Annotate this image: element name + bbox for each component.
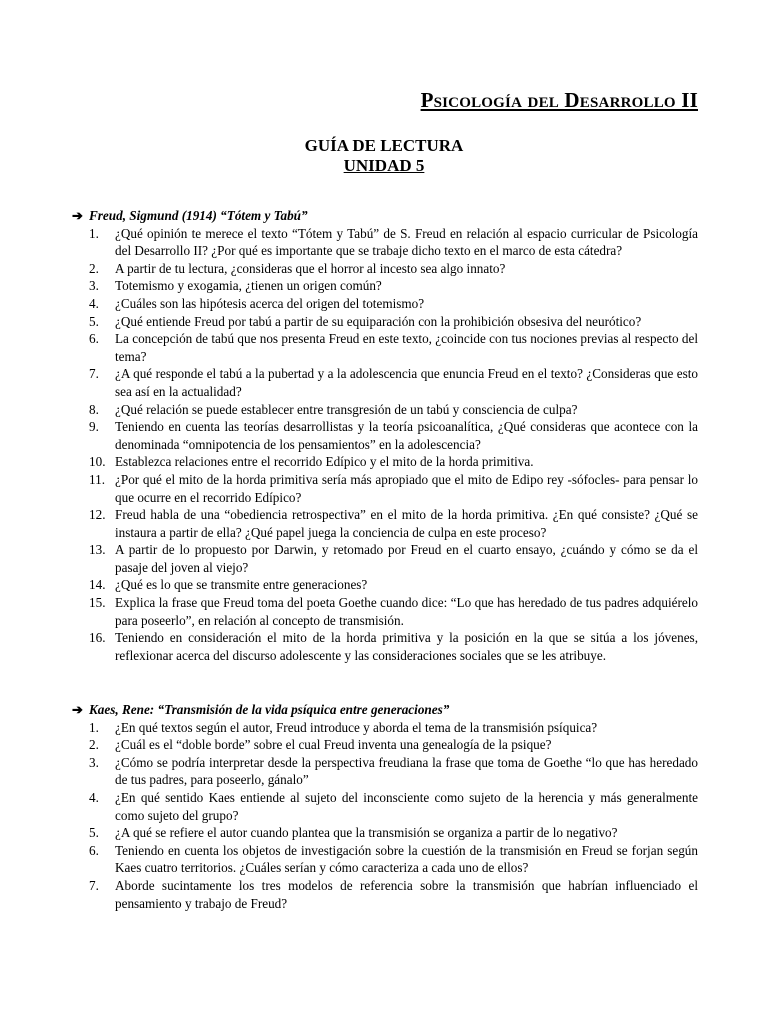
question-number-cell: [72, 260, 115, 278]
question-text: ¿Qué entiende Freud por tabú a partir de su equiparación con la prohibición obsesiva del neurótico?: [115, 313, 642, 329]
question-text: ¿Qué es lo que se transmite entre generaciones?: [115, 577, 368, 593]
question-text: Teniendo en cuenta las teorías desarrollistas y la teoría psicoanalítica, ¿Qué consideras que acontece con la denominada “omnipotencia de los pensamientos” en la adolescencia?: [115, 419, 698, 452]
question-number-cell: [72, 418, 115, 453]
question-number-cell: [72, 401, 115, 419]
section-heading: [72, 701, 698, 719]
question-item: [72, 842, 698, 877]
question-number: 3.: [89, 278, 99, 294]
question-number-cell: [72, 719, 115, 737]
question-item: [72, 789, 698, 824]
question-number-cell: [72, 541, 115, 576]
question-text: Teniendo en consideración el mito de la horda primitiva y la posición en la que se sitúa a los jóvenes, reflexionar acerca del discurso adolescente y las consideraciones sociales que se les atribuye.: [115, 630, 698, 663]
question-number-cell: [72, 576, 115, 594]
question-text: Explica la frase que Freud toma del poeta Goethe cuando dice: “Lo que has heredado de tus padres adquiérelo para poseerlo”, en relación al concepto de transmisión.: [115, 595, 698, 628]
question-text: ¿Por qué el mito de la horda primitiva sería más apropiado que el mito de Edipo rey -sófocles- para pensar lo que ocurre en el recorrido Edípico?: [115, 471, 698, 505]
question-text: Freud habla de una “obediencia retrospectiva” en el mito de la horda primitiva. ¿En qué consiste? ¿Qué se instaura a partir de ella? ¿Qué papel juega la conciencia de culpa en este proceso?: [115, 507, 698, 540]
question-text: ¿Cómo se podría interpretar desde la perspectiva freudiana la frase que toma de Goethe “lo que has heredado de tus padres, para poseerlo, gánalo”: [115, 754, 698, 788]
question-number: 5.: [89, 825, 99, 841]
question-number: 16.: [89, 630, 106, 646]
question-number: 4.: [89, 295, 99, 311]
question-number-cell: [72, 877, 115, 912]
question-text: Teniendo en cuenta los objetos de investigación sobre la cuestión de la transmisión en Freud se forjan según Kaes cuatro territorios. ¿Cuáles serían y cómo caracteriza a cada uno de ellos?: [115, 842, 698, 876]
question-number: 6.: [89, 842, 99, 858]
question-item: [72, 453, 698, 471]
question-item: [72, 629, 698, 664]
question-item: [72, 877, 698, 912]
section-kaes: [72, 701, 698, 912]
question-number: 1.: [89, 225, 99, 241]
question-text: ¿Cuáles son las hipótesis acerca del origen del totemismo?: [115, 295, 425, 311]
question-number-cell: [72, 277, 115, 295]
question-item: [72, 824, 698, 842]
question-number-cell: [72, 754, 115, 789]
question-number: 10.: [89, 454, 106, 470]
question-item: [72, 754, 698, 789]
question-number: 13.: [89, 542, 106, 558]
question-number-cell: [72, 594, 115, 629]
question-number: 1.: [89, 719, 99, 735]
question-item: [72, 594, 698, 629]
question-text: ¿En qué sentido Kaes entiende al sujeto del inconsciente como sujeto de la herencia y más generalmente como sujeto del grupo?: [115, 789, 698, 823]
question-text: ¿A qué se refiere el autor cuando plantea que la transmisión se organiza a partir de lo negativo?: [115, 825, 618, 841]
question-number: 4.: [89, 789, 99, 805]
question-text: A partir de tu lectura, ¿consideras que el horror al incesto sea algo innato?: [115, 260, 506, 276]
question-item: [72, 365, 698, 400]
question-text: ¿Qué opinión te merece el texto “Tótem y Tabú” de S. Freud en relación al espacio curricular de Psicología del Desarrollo II? ¿Por qué es importante que se trabaje dicho texto en el marco de esta cátedra?: [115, 225, 698, 259]
question-list: [72, 225, 698, 665]
question-number-cell: [72, 330, 115, 365]
question-text: A partir de lo propuesto por Darwin, y retomado por Freud en el cuarto ensayo, ¿cuándo y cómo se da el pasaje del joven al viejo?: [115, 542, 698, 575]
question-number-cell: [72, 295, 115, 313]
guide-title: GUÍA DE LECTURA: [304, 136, 464, 155]
question-number-cell: [72, 365, 115, 400]
section-freud: [72, 207, 698, 664]
question-text: ¿En qué textos según el autor, Freud introduce y aborda el tema de la transmisión psíquica?: [115, 719, 598, 735]
question-text: ¿A qué responde el tabú a la pubertad y a la adolescencia que enuncia Freud en el texto? ¿Consideras que esto sea así en la actualidad?: [115, 366, 698, 399]
question-item: [72, 330, 698, 365]
question-item: [72, 277, 698, 295]
question-number: 2.: [89, 260, 99, 276]
question-number: 14.: [89, 577, 106, 593]
question-text: ¿Qué relación se puede establecer entre transgresión de un tabú y consciencia de culpa?: [115, 401, 578, 417]
question-number: 11.: [89, 471, 105, 487]
question-number-cell: [72, 313, 115, 331]
question-number-cell: [72, 453, 115, 471]
question-number-cell: [72, 824, 115, 842]
question-number: 5.: [89, 313, 99, 329]
question-number: 2.: [89, 737, 99, 753]
question-item: [72, 313, 698, 331]
question-item: [72, 418, 698, 453]
question-number-cell: [72, 471, 115, 506]
section-heading: [72, 207, 698, 225]
question-number: 7.: [89, 877, 99, 893]
question-item: [72, 736, 698, 754]
section-heading-text: Kaes, Rene: “Transmisión de la vida psíquica entre generaciones”: [89, 702, 450, 717]
question-number: 12.: [89, 507, 106, 523]
question-item: [72, 295, 698, 313]
unit-title: UNIDAD 5: [343, 156, 425, 175]
question-number-cell: [72, 629, 115, 664]
arrow-right-icon: ➔: [72, 702, 84, 717]
question-number: 7.: [89, 366, 99, 382]
section-heading-text: Freud, Sigmund (1914) “Tótem y Tabú”: [89, 208, 308, 223]
question-text: Totemismo y exogamia, ¿tienen un origen común?: [115, 278, 382, 294]
question-list: [72, 719, 698, 913]
question-text: Aborde sucintamente los tres modelos de referencia sobre la transmisión que habrían influenciado el pensamiento y trabajo de Freud?: [115, 877, 698, 911]
document-title: Psicología del Desarrollo II: [420, 88, 698, 112]
question-item: [72, 719, 698, 737]
question-number: 15.: [89, 595, 106, 611]
question-number: 6.: [89, 331, 99, 347]
arrow-right-icon: ➔: [72, 208, 84, 223]
question-item: [72, 506, 698, 541]
question-number-cell: [72, 736, 115, 754]
question-item: [72, 471, 698, 506]
question-number: 9.: [89, 419, 99, 435]
question-item: [72, 260, 698, 278]
question-text: La concepción de tabú que nos presenta Freud en este texto, ¿coincide con tus nociones previas al respecto del tema?: [115, 331, 698, 364]
question-number-cell: [72, 842, 115, 877]
question-number: 3.: [89, 754, 99, 770]
question-text: Establezca relaciones entre el recorrido Edípico y el mito de la horda primitiva.: [115, 454, 534, 470]
question-item: [72, 541, 698, 576]
question-item: [72, 576, 698, 594]
question-number-cell: [72, 789, 115, 824]
question-number: 8.: [89, 401, 99, 417]
question-item: [72, 225, 698, 260]
question-item: [72, 401, 698, 419]
question-number-cell: [72, 225, 115, 260]
question-number-cell: [72, 506, 115, 541]
question-text: ¿Cuál es el “doble borde” sobre el cual Freud inventa una genealogía de la psique?: [115, 737, 552, 753]
